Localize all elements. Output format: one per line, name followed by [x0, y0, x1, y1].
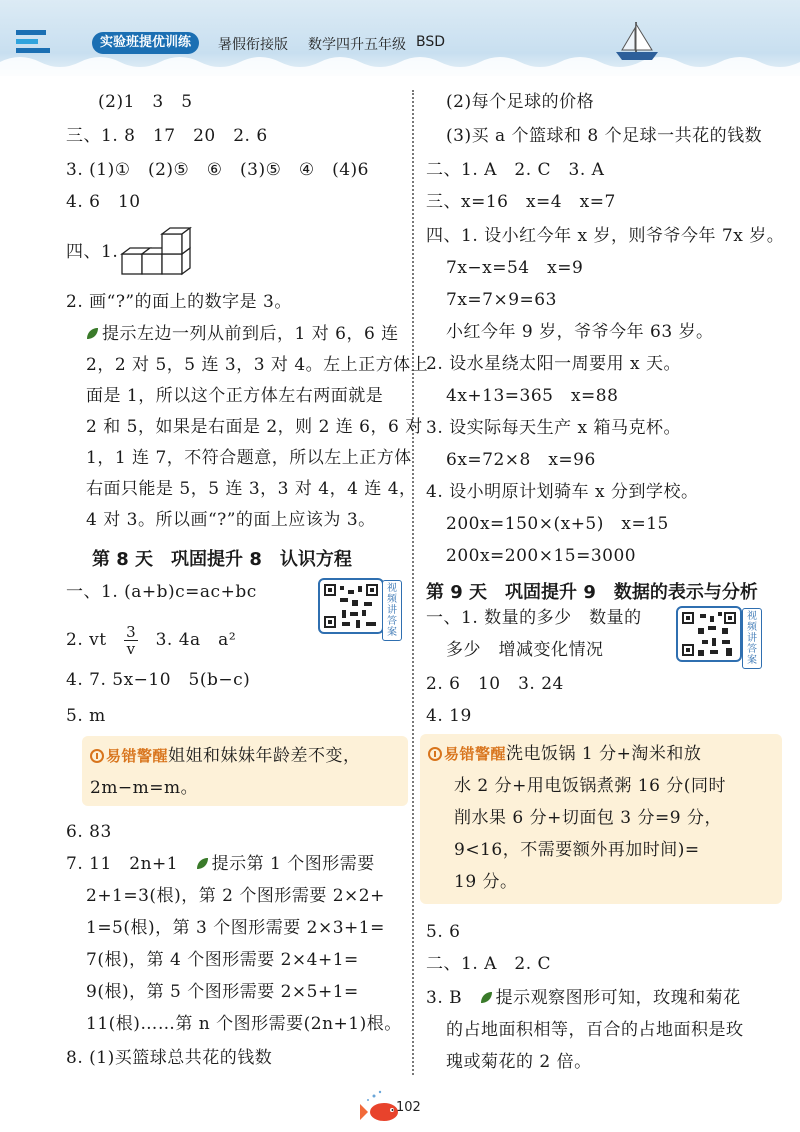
day8-title: 第 8 天 巩固提升 8 认识方程 — [92, 549, 352, 570]
qr-code-icon[interactable] — [676, 606, 742, 662]
answer-line: 7x=7×9=63 — [446, 290, 557, 310]
answer-line: 2. 设水星绕太阳一周要用 x 天。 — [426, 354, 682, 374]
answer-line: 小红今年 9 岁，爷爷今年 63 岁。 — [446, 322, 714, 342]
fraction: $\frac{3}{v}$ — [126, 623, 137, 658]
warning-label: 易错警醒 — [444, 745, 507, 763]
answer-line: 5. 6 — [426, 922, 461, 942]
answer-line: 三、1. 8 17 20 2. 6 — [66, 126, 268, 146]
warning-line: 9<16，不需要额外再加时间)= — [454, 840, 700, 860]
tip-line: 右面只能是 5，5 连 3，3 对 4，4 连 4， — [86, 479, 417, 499]
tip-line: 瑰或菊花的 2 倍。 — [446, 1052, 592, 1072]
answer-line: 6x=72×8 x=96 — [446, 450, 596, 470]
tip-line: 2+1=3(根)，第 2 个图形需要 2×2+ — [86, 886, 385, 906]
warning-line: 2m−m=m。 — [90, 778, 199, 798]
leaf-tip-icon — [480, 991, 493, 1004]
answer-line: 200x=200×15=3000 — [446, 546, 637, 566]
answer-line: 4. 设小明原计划骑车 x 分到学校。 — [426, 482, 699, 502]
warning-line: 19 分。 — [454, 872, 518, 892]
answer-line: 5. m — [66, 706, 106, 726]
answer-line: 二、1. A 2. C 3. A — [426, 160, 605, 180]
page-header — [0, 0, 800, 76]
answer-line: 6. 83 — [66, 822, 112, 842]
logo-icon — [14, 26, 54, 56]
warning-line: 易错警醒洗电饭锅 1 分+淘米和放 — [428, 742, 701, 766]
warning-label: 易错警醒 — [106, 747, 169, 765]
tip-line: 2 和 5，如果是右面是 2，则 2 连 6，6 对 — [86, 417, 423, 437]
cube-stack-figure — [118, 220, 198, 280]
publisher-label: BSD — [416, 34, 446, 50]
answer-line: 三、x=16 x=4 x=7 — [426, 192, 616, 212]
answer-line: 3. 设实际每天生产 x 箱马克杯。 — [426, 418, 682, 438]
sailboat-icon — [612, 18, 662, 66]
answer-line: 4. 6 10 — [66, 192, 141, 212]
day9-title: 第 9 天 巩固提升 9 数据的表示与分析 — [426, 582, 758, 603]
warning-line: 易错警醒姐姐和妹妹年龄差不变， — [90, 744, 361, 768]
qr-pattern-icon — [320, 580, 382, 632]
answer-line: 多少 增减变化情况 — [446, 640, 604, 660]
answer-line: 3. (1)① (2)⑤ ⑥ (3)⑤ ④ (4)6 — [66, 160, 369, 180]
answer-line: 4x+13=365 x=88 — [446, 386, 619, 406]
answer-line: 2. vt $\frac{3}{v}$ 3. 4a a² — [66, 623, 237, 658]
answer-line: (2)每个足球的价格 — [446, 92, 595, 112]
tip-line: 9(根)，第 5 个图形需要 2×5+1= — [86, 982, 359, 1002]
tip-line: 2，2 对 5，5 连 3，3 对 4。左上正方体上 — [86, 355, 429, 375]
warning-icon — [90, 749, 104, 763]
tip-line: 的占地面积相等，百合的占地面积是玫 — [446, 1020, 744, 1040]
answer-line: 3. B 提示观察图形可知，玫瑰和菊花 — [426, 988, 741, 1008]
leaf-tip-icon — [196, 857, 209, 870]
answer-line: 一、1. 数量的多少 数量的 — [426, 608, 642, 628]
answer-line: 8. (1)买篮球总共花的钱数 — [66, 1048, 273, 1068]
warning-icon — [428, 747, 442, 761]
answer-line: 7. 11 2n+1 提示第 1 个图形需要 — [66, 854, 375, 874]
answer-line: 四、1. — [66, 242, 119, 262]
tip-line: 提示左边一列从前到后，1 对 6，6 连 — [86, 322, 399, 346]
page-number: 102 — [396, 1100, 421, 1115]
tip-line: 7(根)，第 4 个图形需要 2×4+1= — [86, 950, 359, 970]
column-divider — [412, 90, 414, 1075]
tip-line: 1=5(根)，第 3 个图形需要 2×3+1= — [86, 918, 385, 938]
answer-line: 4. 19 — [426, 706, 472, 726]
answer-line: 2. 画“?”的面上的数字是 3。 — [66, 292, 292, 312]
answer-line: 4. 7. 5x−10 5(b−c) — [66, 670, 251, 690]
tip-line: 面是 1，所以这个正方体左右两面就是 — [86, 386, 384, 406]
tip-line: 1，1 连 7，不符合题意，所以左上正方体 — [86, 448, 412, 468]
answer-line: 四、1. 设小红今年 x 岁，则爷爷今年 7x 岁。 — [426, 226, 785, 246]
answer-line: (2)1 3 5 — [98, 92, 193, 112]
subject-label: 数学四升五年级 — [308, 37, 406, 53]
edition-label: 暑假衔接版 — [218, 37, 288, 53]
warning-line: 水 2 分+用电饭锅煮粥 16 分(同时 — [454, 776, 726, 796]
answer-line: 7x−x=54 x=9 — [446, 258, 584, 278]
answer-line: 2. 6 10 3. 24 — [426, 674, 564, 694]
series-title: 实验班提优训练 — [92, 32, 199, 54]
leaf-tip-icon — [86, 327, 99, 340]
tip-line: 4 对 3。所以画“?”的面上应该为 3。 — [86, 510, 376, 530]
video-answer-tag: 视频讲答案 — [382, 580, 402, 641]
answer-line: 一、1. (a+b)c=ac+bc — [66, 582, 257, 602]
warning-line: 削水果 6 分+切面包 3 分=9 分， — [454, 808, 722, 828]
qr-code-icon[interactable] — [318, 578, 384, 634]
qr-pattern-icon — [678, 608, 740, 660]
tip-line: 11(根)……第 n 个图形需要(2n+1)根。 — [86, 1014, 402, 1034]
answer-line: 200x=150×(x+5) x=15 — [446, 514, 669, 534]
video-answer-tag: 视频讲答案 — [742, 608, 762, 669]
answer-line: 二、1. A 2. C — [426, 954, 552, 974]
answer-line: (3)买 a 个篮球和 8 个足球一共花的钱数 — [446, 126, 763, 146]
